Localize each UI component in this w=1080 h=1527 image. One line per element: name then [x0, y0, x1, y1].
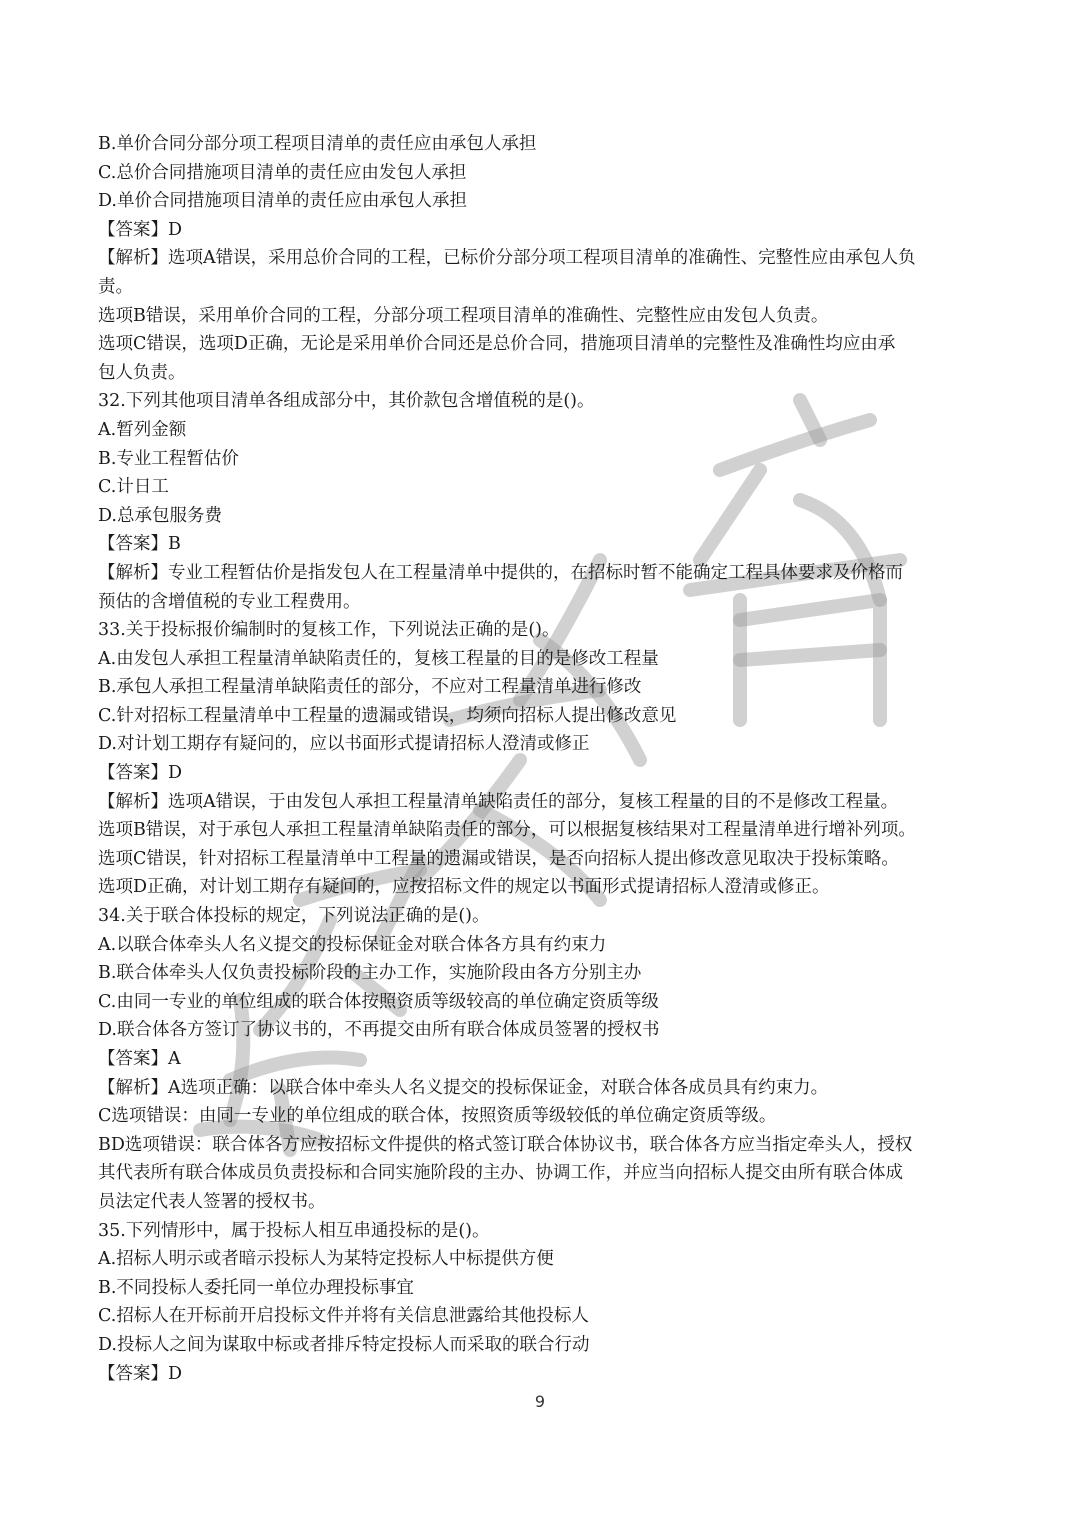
text-line: 包人负责。 [98, 362, 186, 383]
text-line: B.承包人承担工程量清单缺陷责任的部分，不应对工程量清单进行修改 [98, 677, 642, 698]
text-line: D.对计划工期存有疑问的，应以书面形式提请招标人澄清或修正 [98, 734, 590, 755]
text-line: 选项C错误，选项D正确，无论是采用单价合同还是总价合同，措施项目清单的完整性及准确性均应由承 [98, 334, 896, 355]
document-body [98, 130, 988, 1388]
text-line: A.由发包人承担工程量清单缺陷责任的，复核工程量的目的是修改工程量 [98, 648, 659, 669]
text-line: 【答案】D [98, 219, 183, 240]
text-line: 【答案】D [98, 1363, 183, 1384]
text-line: 【解析】A选项正确：以联合体中牵头人名义提交的投标保证金，对联合体各成员具有约束力。 [98, 1077, 829, 1098]
text-line: 员法定代表人签署的授权书。 [98, 1191, 326, 1212]
text-line: 责。 [98, 276, 133, 297]
text-line: 34.关于联合体投标的规定，下列说法正确的是()。 [98, 906, 490, 927]
text-line: D.单价合同措施项目清单的责任应由承包人承担 [98, 191, 467, 212]
text-line: 【答案】A [98, 1049, 181, 1069]
text-line: D.联合体各方签订了协议书的，不再提交由所有联合体成员签署的授权书 [98, 1020, 660, 1041]
text-line: B.联合体牵头人仅负责投标阶段的主办工作，实施阶段由各方分别主办 [98, 963, 642, 984]
text-line: B.专业工程暂估价 [98, 448, 239, 469]
text-line: A.暂列金额 [98, 419, 187, 440]
text-line: 【答案】D [98, 763, 183, 784]
text-line: 33.关于投标报价编制时的复核工作，下列说法正确的是()。 [98, 620, 560, 641]
text-line: 预估的含增值税的专业工程费用。 [98, 591, 361, 612]
page-number: 9 [534, 1392, 546, 1411]
text-line: A.以联合体牵头人名义提交的投标保证金对联合体各方具有约束力 [98, 934, 607, 955]
text-line: BD选项错误：联合体各方应按招标文件提供的格式签订联合体协议书，联合体各方应当指定牵头人，授权 [98, 1134, 913, 1155]
text-line: 选项B错误，对于承包人承担工程量清单缺陷责任的部分，可以根据复核结果对工程量清单进行增补列项。 [98, 820, 916, 841]
text-line: 【解析】选项A错误，采用总价合同的工程，已标价分部分项工程项目清单的准确性、完整性应由承包人负 [98, 248, 916, 269]
text-line: A.招标人明示或者暗示投标人为某特定投标人中标提供方便 [98, 1249, 554, 1270]
text-line: 【答案】B [98, 534, 181, 555]
text-line: 其代表所有联合体成员负责投标和合同实施阶段的主办、协调工作，并应当向招标人提交由所有联合体成 [98, 1163, 903, 1184]
text-line: 选项B错误，采用单价合同的工程，分部分项工程项目清单的准确性、完整性应由发包人负责。 [98, 305, 829, 326]
text-line: 【解析】选项A错误，于由发包人承担工程量清单缺陷责任的部分，复核工程量的目的不是修改工程量。 [98, 791, 899, 812]
text-line: B.不同投标人委托同一单位办理投标事宜 [98, 1277, 414, 1298]
text-line: 32.下列其他项目清单各组成部分中，其价款包含增值税的是()。 [98, 391, 595, 412]
text-line: C.总价合同措施项目清单的责任应由发包人承担 [98, 162, 467, 183]
text-line: D.投标人之间为谋取中标或者排斥特定投标人而采取的联合行动 [98, 1334, 590, 1355]
text-line: 【解析】专业工程暂估价是指发包人在工程量清单中提供的，在招标时暂不能确定工程具体要求及价格而 [98, 562, 903, 583]
text-line: C.针对招标工程量清单中工程量的遗漏或错误，均须向招标人提出修改意见 [98, 705, 677, 726]
text-line: 选项D正确，对计划工期存有疑问的，应按招标文件的规定以书面形式提请招标人澄清或修正。 [98, 877, 830, 898]
text-line: C.由同一专业的单位组成的联合体按照资质等级较高的单位确定资质等级 [98, 991, 659, 1012]
text-line: 35.下列情形中，属于投标人相互串通投标的是()。 [98, 1220, 490, 1241]
text-line: B.单价合同分部分项工程项目清单的责任应由承包人承担 [98, 134, 537, 154]
text-line: 选项C错误，针对招标工程量清单中工程量的遗漏或错误，是否向招标人提出修改意见取决于投标策略。 [98, 848, 899, 869]
text-line: C选项错误：由同一专业的单位组成的联合体，按照资质等级较低的单位确定资质等级。 [98, 1106, 777, 1127]
text-line: C.计日工 [98, 477, 169, 498]
text-line: C.招标人在开标前开启投标文件并将有关信息泄露给其他投标人 [98, 1306, 589, 1327]
text-line: D.总承包服务费 [98, 505, 222, 526]
